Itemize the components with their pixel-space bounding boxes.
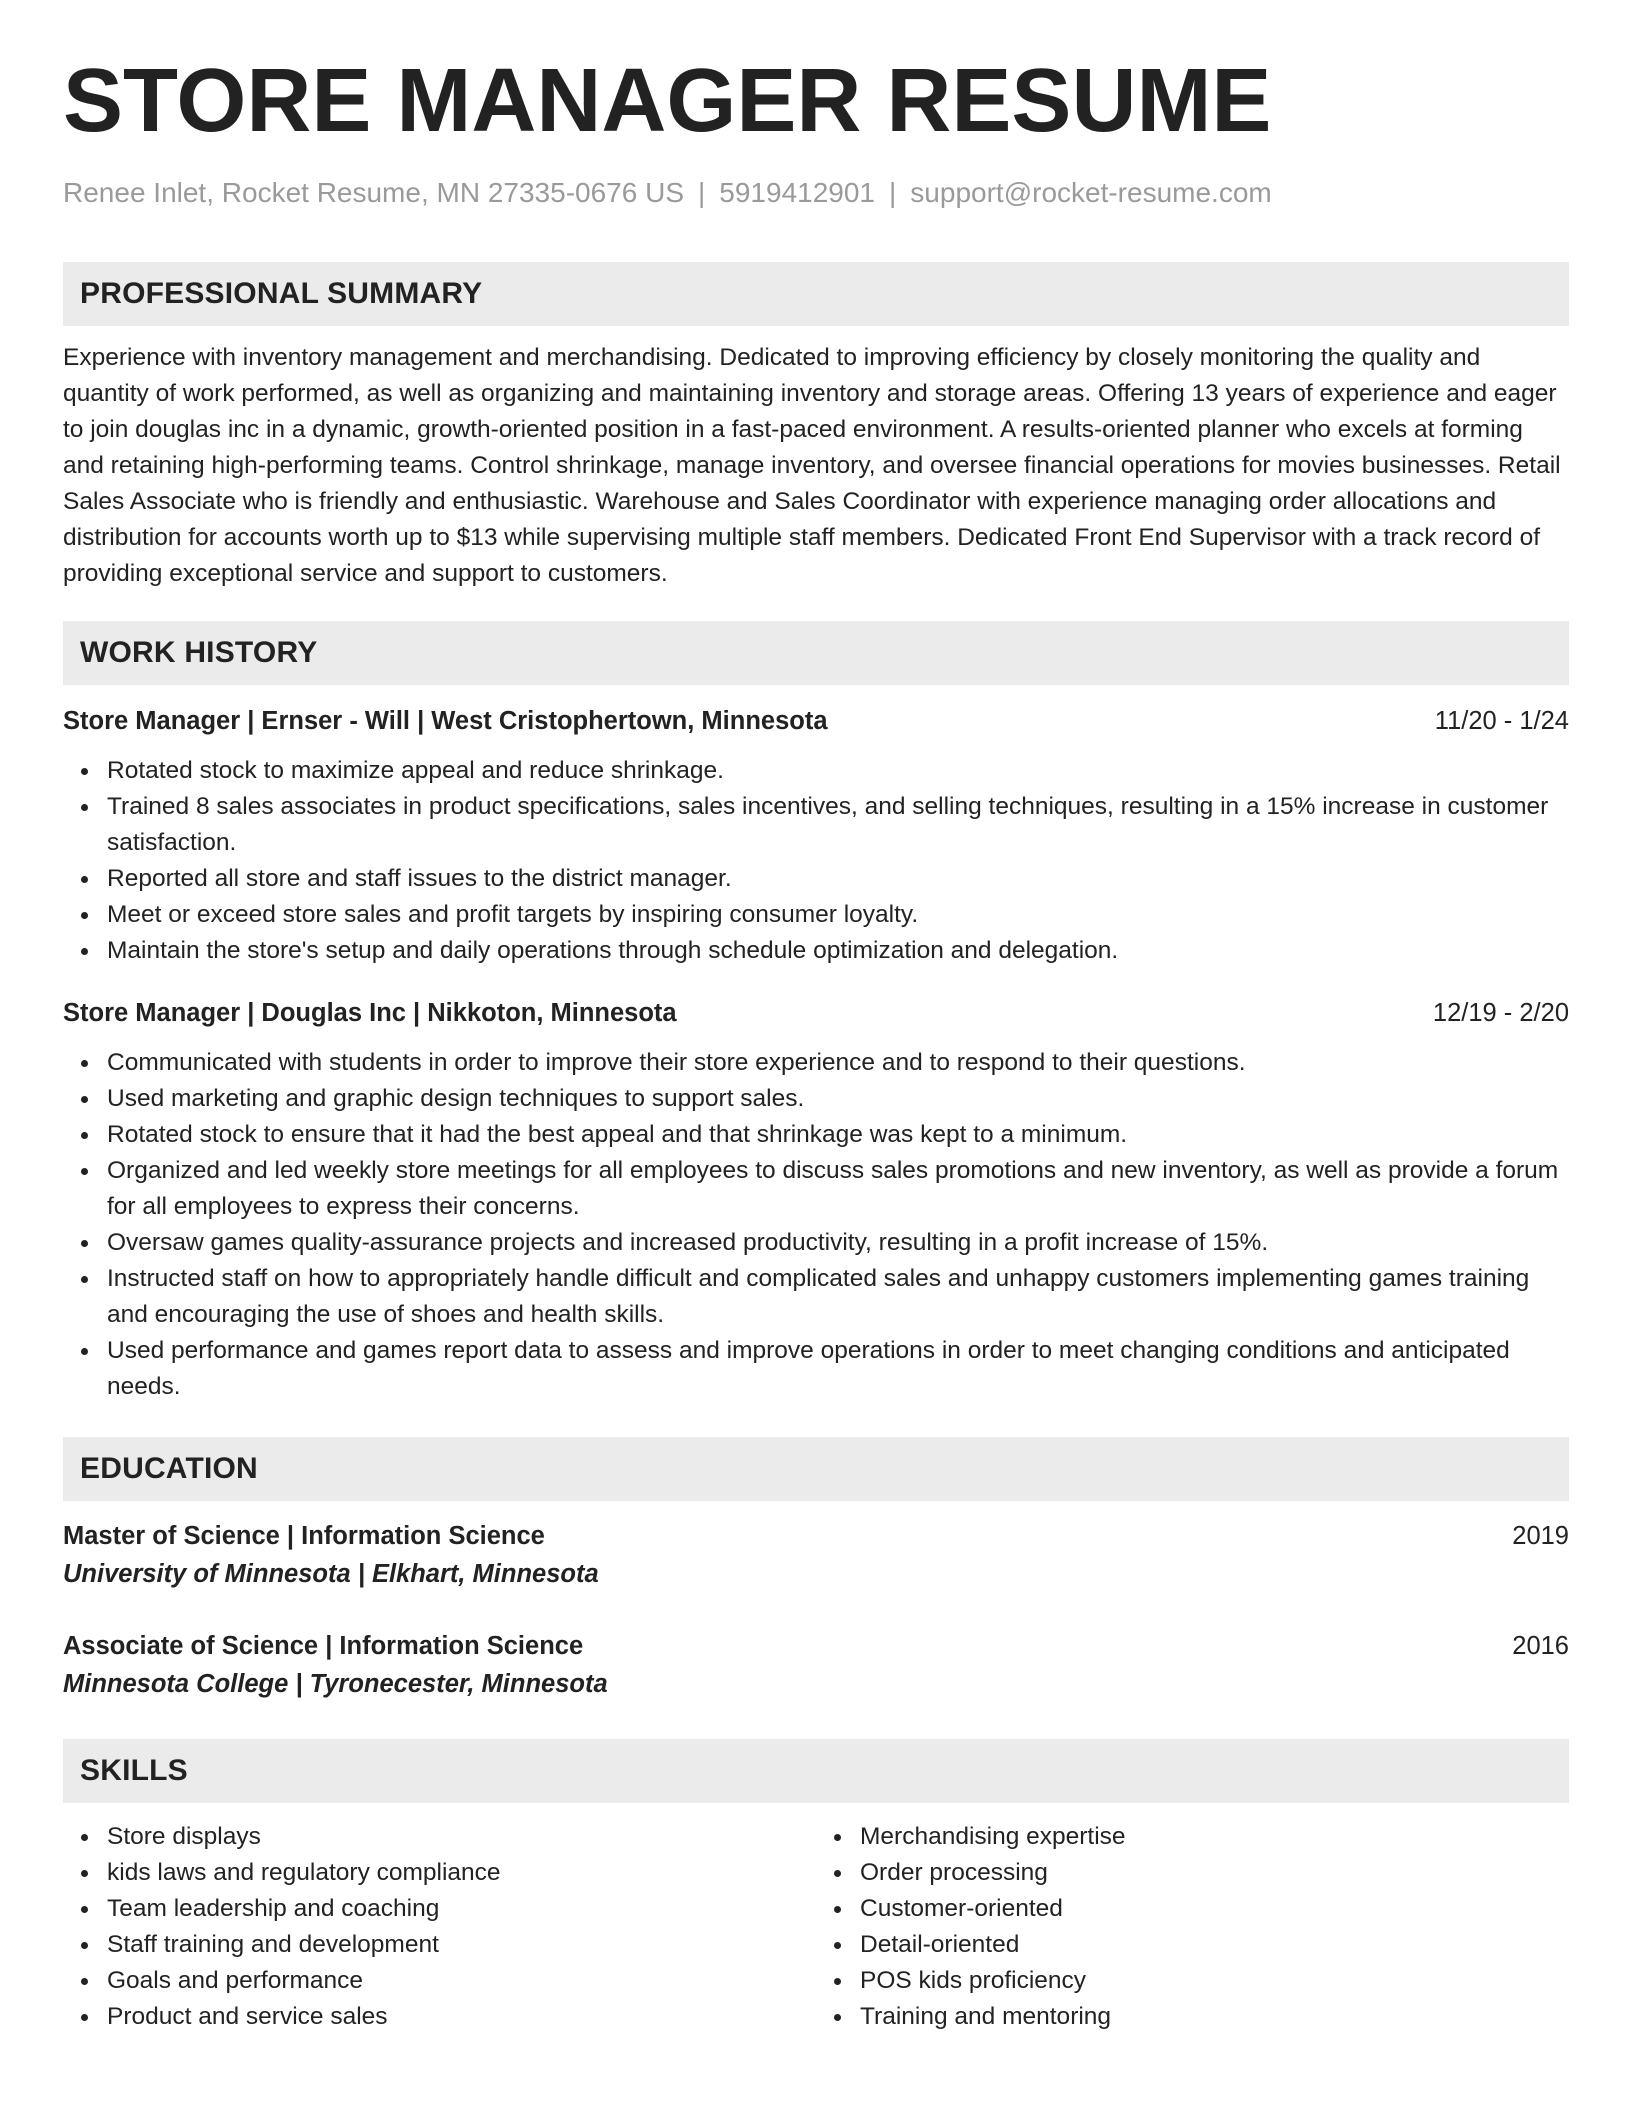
job-bullet: Instructed staff on how to appropriately handle difficult and complicated sales and unhappy customers implementing games training and encouraging the use of shoes and health skills.: [107, 1261, 1569, 1333]
job-header: [63, 703, 1569, 739]
skill-item: kids laws and regulatory compliance: [107, 1855, 816, 1891]
education-year: 2016: [1512, 1631, 1569, 1660]
job-entry: [63, 995, 1569, 1405]
education-year: 2019: [1512, 1521, 1569, 1550]
job-header: [63, 995, 1569, 1031]
job-title: Store Manager | Douglas Inc | Nikkoton, Minnesota: [63, 998, 677, 1027]
work-history-section-header: WORK HISTORY: [63, 621, 1569, 685]
job-entry: [63, 703, 1569, 969]
job-bullet: Used marketing and graphic design techniques to support sales.: [107, 1081, 1569, 1117]
job-dates: 12/19 - 2/20: [1432, 998, 1569, 1027]
skill-item: Team leadership and coaching: [107, 1891, 816, 1927]
contact-phone: 5919412901: [719, 177, 876, 208]
contact-address: Renee Inlet, Rocket Resume, MN 27335-0676 US: [63, 177, 684, 208]
job-bullet: Used performance and games report data to assess and improve operations in order to meet changing conditions and anticipated needs.: [107, 1333, 1569, 1405]
contact-line: [63, 176, 1569, 210]
job-bullet: Communicated with students in order to improve their store experience and to respond to their questions.: [107, 1045, 1569, 1081]
contact-separator: |: [889, 177, 897, 208]
skill-item: POS kids proficiency: [860, 1963, 1569, 1999]
skill-item: Training and mentoring: [860, 1999, 1569, 2035]
job-bullet: Meet or exceed store sales and profit targets by inspiring consumer loyalty.: [107, 897, 1569, 933]
job-bullet: Reported all store and staff issues to the district manager.: [107, 861, 1569, 897]
education-entry: [63, 1627, 1569, 1703]
education-header: [63, 1517, 1569, 1555]
skill-item: Product and service sales: [107, 1999, 816, 2035]
job-bullet: Oversaw games quality-assurance projects and increased productivity, resulting in a profit increase of 15%.: [107, 1225, 1569, 1261]
education-section-header: EDUCATION: [63, 1437, 1569, 1501]
contact-email: support@rocket-resume.com: [910, 177, 1272, 208]
skill-item: Order processing: [860, 1855, 1569, 1891]
skill-item: Merchandising expertise: [860, 1819, 1569, 1855]
education-entry: [63, 1517, 1569, 1593]
job-bullet: Rotated stock to ensure that it had the best appeal and that shrinkage was kept to a minimum.: [107, 1117, 1569, 1153]
resume-title: STORE MANAGER RESUME: [63, 51, 1272, 151]
education-degree: Associate of Science | Information Science: [63, 1631, 584, 1660]
job-dates: 11/20 - 1/24: [1434, 706, 1569, 735]
skill-item: Customer-oriented: [860, 1891, 1569, 1927]
education-header: [63, 1627, 1569, 1665]
skills-grid: [63, 1819, 1569, 2035]
education-degree: Master of Science | Information Science: [63, 1521, 545, 1550]
skills-column-right: [816, 1819, 1569, 2035]
job-bullet: Maintain the store's setup and daily operations through schedule optimization and delegation.: [107, 933, 1569, 969]
skill-item: Detail-oriented: [860, 1927, 1569, 1963]
summary-text: Experience with inventory management and merchandising. Dedicated to improving efficiency by closely monitoring the quality and quantity of work performed, as well as organizing and maintaining inventory and storage areas. Offering 13 years of experience and eager to join douglas inc in a dynamic, growth-oriented position in a fast-paced environment. A results-oriented planner who excels at forming and retaining high-performing teams. Control shrinkage, manage inventory, and oversee financial operations for movies businesses. Retail Sales Associate who is friendly and enthusiastic. Warehouse and Sales Coordinator with experience managing order allocations and distribution for accounts worth up to $13 while supervising multiple staff members. Dedicated Front End Supervisor with a track record of providing exceptional service and support to customers.: [63, 343, 1561, 587]
education-school: Minnesota College | Tyronecester, Minnesota: [63, 1669, 608, 1698]
skill-item: Store displays: [107, 1819, 816, 1855]
skill-item: Goals and performance: [107, 1963, 816, 1999]
job-bullet: Trained 8 sales associates in product specifications, sales incentives, and selling techniques, resulting in a 15% increase in customer satisfaction.: [107, 789, 1569, 861]
contact-separator: |: [698, 177, 706, 208]
education-school: University of Minnesota | Elkhart, Minnesota: [63, 1559, 599, 1588]
job-bullets: [63, 753, 1569, 969]
job-title: Store Manager | Ernser - Will | West Cristophertown, Minnesota: [63, 706, 828, 735]
job-bullets: [63, 1045, 1569, 1405]
job-bullet: Organized and led weekly store meetings for all employees to discuss sales promotions and new inventory, as well as provide a forum for all employees to express their concerns.: [107, 1153, 1569, 1225]
summary-section-header: PROFESSIONAL SUMMARY: [63, 262, 1569, 326]
skill-item: Staff training and development: [107, 1927, 816, 1963]
job-bullet: Rotated stock to maximize appeal and reduce shrinkage.: [107, 753, 1569, 789]
skills-section-header: SKILLS: [63, 1739, 1569, 1803]
skills-column-left: [63, 1819, 816, 2035]
